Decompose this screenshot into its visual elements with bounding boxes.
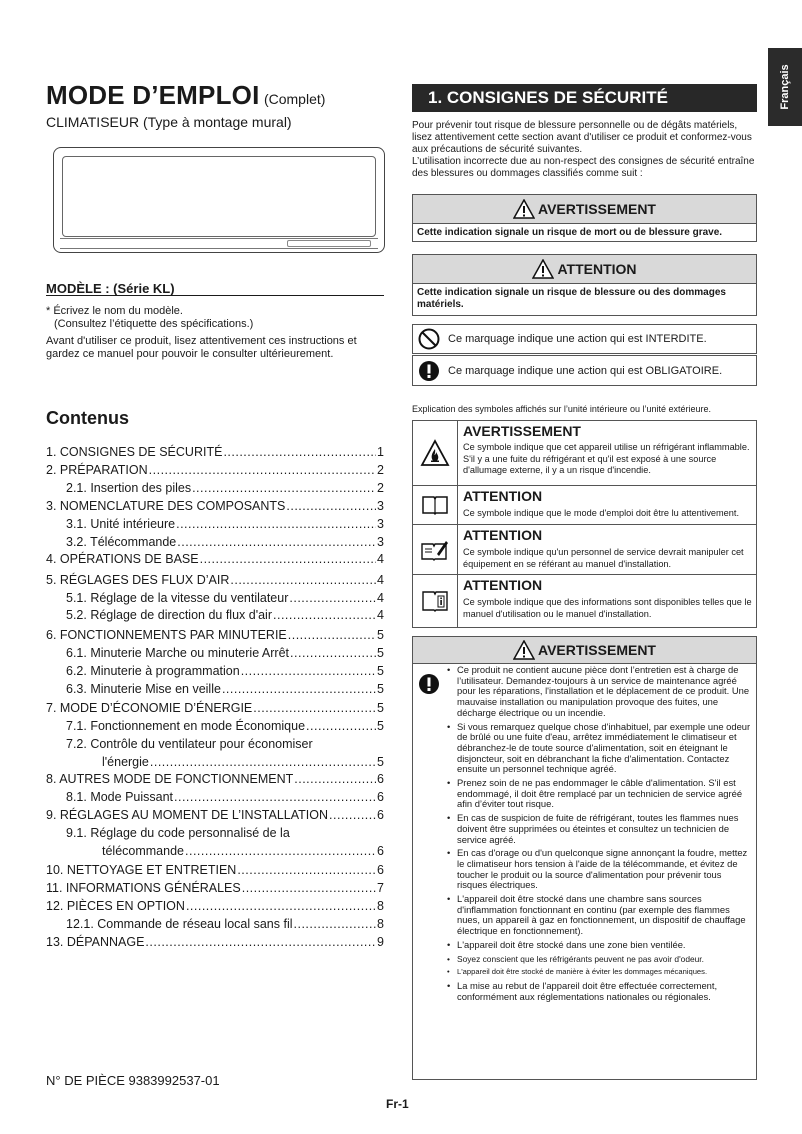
safety-intro-2: L’utilisation incorrecte due au non-respect des consignes de sécurité entraîne des blessures ou dommages classifiés comme suit : — [412, 156, 755, 179]
toc-item-label: l'énergie — [102, 755, 149, 769]
toc-item-page: 8 — [377, 899, 384, 913]
toc-dot-leader — [174, 790, 376, 804]
toc-item-label: 11. INFORMATIONS GÉNÉRALES — [46, 881, 241, 895]
model-note-line2: (Consultez l’étiquette des spécifications.) — [54, 318, 254, 330]
toc-dot-leader — [329, 808, 376, 822]
page-title — [46, 80, 325, 111]
toc-item-label: télécommande — [102, 844, 184, 858]
toc-item-page: 4 — [377, 573, 384, 587]
toc-dot-leader — [200, 552, 376, 566]
toc-item[interactable] — [102, 844, 384, 860]
toc-item-page: 1 — [377, 445, 384, 459]
model-note-line1: * Écrivez le nom du modèle. — [46, 305, 183, 317]
caution-box-header — [413, 255, 756, 284]
symbol-text: Ce symbole indique que cet appareil utilise un réfrigérant inflammable. S'il y a une fuite du réfrigérant et qu'il est exposé à une source d'allumage externe, il y a un risque d'incendie. — [463, 442, 750, 475]
warning-bullet: • L'appareil doit être stocké dans une chambre sans sources d'inflammation fonctionnant en continu (par exemple des flammes nues, un appareil à gaz en fonctionnement, un dispositif de chauffage électrique en fonctionnement). — [447, 894, 753, 937]
toc-dot-leader — [273, 608, 376, 622]
toc-item[interactable] — [66, 517, 384, 533]
symbol-text: Ce symbole indique qu'un personnel de service devrait manipuler cet équipement en se référant au manuel d'installation. — [463, 547, 744, 569]
toc-item-page: 5 — [377, 628, 384, 642]
mandatory-icon — [418, 360, 440, 382]
safety-intro-1: Pour prévenir tout risque de blessure personnelle ou de dégâts matériels, lisez attentivement cette section avant d'utiliser ce produit et conformez-vous aux précautions de sécurité suivantes. — [412, 120, 752, 155]
toc-item-label: 12.1. Commande de réseau local sans fil — [66, 917, 293, 931]
toc-item-label: 10. NETTOYAGE ET ENTRETIEN — [46, 863, 237, 877]
symbol-title: ATTENTION — [463, 527, 543, 543]
symbol-row-service — [413, 525, 756, 575]
title-main: MODE D’EMPLOI — [46, 80, 260, 110]
toc-dot-leader — [253, 701, 376, 715]
symbol-row-flammable — [413, 421, 756, 486]
air-conditioner-panel — [62, 156, 376, 237]
toc-item-label: 8. AUTRES MODE DE FONCTIONNEMENT — [46, 772, 294, 786]
toc-item[interactable] — [66, 646, 384, 662]
toc-item-label: 3.2. Télécommande — [66, 535, 177, 549]
toc-item-page: 9 — [377, 935, 384, 949]
toc-item-label: 5. RÉGLAGES DES FLUX D’AIR — [46, 573, 230, 587]
toc-item[interactable] — [66, 719, 384, 735]
toc-item-page: 6 — [377, 790, 384, 804]
toc-item-page: 2 — [377, 463, 384, 477]
toc-item-label: 5.1. Réglage de la vitesse du ventilateur — [66, 591, 289, 605]
symbol-text: Ce symbole indique que des informations sont disponibles telles que le manuel d'utilisation ou le manuel d'installation. — [463, 597, 752, 619]
toc-item-page: 6 — [377, 863, 384, 877]
model-note — [46, 305, 253, 331]
symbol-title: ATTENTION — [463, 488, 543, 504]
prohibited-text: Ce marquage indique une action qui est INTERDITE. — [448, 333, 707, 345]
caution-box — [412, 254, 757, 316]
toc-item[interactable] — [66, 608, 384, 624]
mandatory-icon — [418, 673, 440, 695]
toc-dot-leader — [192, 481, 376, 495]
symbol-icon-cell — [413, 575, 458, 627]
toc-item[interactable] — [66, 591, 384, 607]
toc-item-label: 4. OPÉRATIONS DE BASE — [46, 552, 199, 566]
service-manual-icon — [420, 538, 450, 562]
contents-title: Contenus — [46, 408, 129, 428]
toc-item[interactable] — [46, 573, 384, 589]
toc-item-label: 7.1. Fonctionnement en mode Économique — [66, 719, 306, 733]
warning-bullet: • En cas de suspicion de fuite de réfrigérant, toutes les flammes nues doivent être supprimées ou éteintes et consultez un technicien de service agréé. — [447, 813, 753, 845]
part-number: N° DE PIÈCE 9383992537-01 — [46, 1073, 220, 1088]
toc-item-page: 5 — [377, 701, 384, 715]
toc-item[interactable] — [66, 917, 384, 933]
air-conditioner-display — [287, 240, 371, 247]
toc-item[interactable] — [46, 808, 384, 824]
symbols-caption: Explication des symboles affichés sur l’unité intérieure ou l’unité extérieure. — [412, 404, 711, 414]
main-warning-header — [413, 637, 756, 664]
warning-bullet: • L'appareil doit être stocké dans une zone bien ventilée. — [447, 940, 753, 951]
toc-item[interactable] — [46, 935, 384, 951]
warning-bullet: • En cas d'orage ou d'un quelconque signe annonçant la foudre, mettez le climatiseur hors tension à l'aide de la télécommande, et évitez de toucher le produit ou la source d'alimentation pour prévenir tous risques électriques. — [447, 848, 753, 891]
toc-item[interactable] — [46, 463, 384, 479]
toc-dot-leader — [150, 755, 376, 769]
toc-item-label: 3.1. Unité intérieure — [66, 517, 176, 531]
warning-box-title: AVERTISSEMENT — [538, 201, 656, 217]
toc-item[interactable] — [46, 899, 384, 915]
warning-bullet: • Soyez conscient que les réfrigérants peuvent ne pas avoir d'odeur. — [447, 954, 753, 965]
toc-dot-leader — [177, 535, 376, 549]
symbol-icon-cell — [413, 525, 458, 574]
toc-item-page: 4 — [377, 608, 384, 622]
page-number: Fr-1 — [386, 1097, 409, 1111]
toc-dot-leader — [176, 517, 376, 531]
main-warning-title: AVERTISSEMENT — [538, 642, 656, 658]
toc-item-label: 7.2. Contrôle du ventilateur pour économiser — [66, 737, 313, 751]
toc-dot-leader — [185, 844, 376, 858]
caution-box-text: Cette indication signale un risque de blessure ou des dommages matériels. — [417, 287, 726, 310]
toc-dot-leader — [230, 573, 376, 587]
main-warning-box — [412, 636, 757, 1080]
toc-item-label: 9. RÉGLAGES AU MOMENT DE L’INSTALLATION — [46, 808, 329, 822]
toc-item[interactable] — [46, 628, 384, 644]
info-manual-icon — [421, 589, 449, 613]
toc-item[interactable] — [46, 552, 384, 568]
toc-item-page: 6 — [377, 844, 384, 858]
toc-item-page: 3 — [377, 499, 384, 513]
symbol-text: Ce symbole indique que le mode d'emploi doit être lu attentivement. — [463, 508, 740, 518]
toc-item-page: 4 — [377, 552, 384, 566]
toc-dot-leader — [288, 628, 376, 642]
toc-item-label: 1. CONSIGNES DE SÉCURITÉ — [46, 445, 223, 459]
toc-item-label: 6.1. Minuterie Marche ou minuterie Arrêt — [66, 646, 290, 660]
toc-dot-leader — [286, 499, 376, 513]
toc-item-label: 3. NOMENCLATURE DES COMPOSANTS — [46, 499, 286, 513]
toc-item[interactable] — [46, 881, 384, 897]
symbol-icon-cell — [413, 421, 458, 485]
toc-item[interactable] — [66, 481, 384, 497]
toc-dot-leader — [186, 899, 376, 913]
toc-item-page: 5 — [377, 755, 384, 769]
toc-item-label: 12. PIÈCES EN OPTION — [46, 899, 185, 913]
toc-item-page: 5 — [377, 682, 384, 696]
toc-item-label: 13. DÉPANNAGE — [46, 935, 145, 949]
toc-item-page: 7 — [377, 881, 384, 895]
prohibited-icon — [418, 328, 440, 350]
section-heading-text: 1. CONSIGNES DE SÉCURITÉ — [428, 88, 668, 107]
toc-dot-leader — [294, 772, 376, 786]
caution-box-title: ATTENTION — [557, 261, 637, 277]
toc-dot-leader — [294, 917, 377, 931]
symbol-icon-cell — [413, 486, 458, 524]
toc-item-page: 4 — [377, 591, 384, 605]
toc-item-page: 5 — [377, 719, 384, 733]
language-label: Français — [779, 64, 791, 110]
toc-item-page: 2 — [377, 481, 384, 495]
toc-item-page: 3 — [377, 517, 384, 531]
safety-intro — [412, 120, 757, 180]
toc-dot-leader — [290, 646, 376, 660]
language-tab — [768, 48, 802, 126]
toc-item-page: 8 — [377, 917, 384, 931]
subtitle: CLIMATISEUR (Type à montage mural) — [46, 114, 292, 130]
toc-dot-leader — [289, 591, 376, 605]
toc-item[interactable] — [66, 826, 384, 842]
toc-dot-leader — [149, 463, 376, 477]
toc-item-label: 7. MODE D’ÉCONOMIE D’ÉNERGIE — [46, 701, 253, 715]
toc-item-label: 6.2. Minuterie à programmation — [66, 664, 240, 678]
title-suffix: (Complet) — [263, 91, 326, 107]
symbol-title: AVERTISSEMENT — [463, 423, 581, 439]
toc-item[interactable] — [46, 701, 384, 717]
symbol-row-info — [413, 575, 756, 627]
toc-item[interactable] — [102, 755, 384, 771]
read-instructions-text: Avant d'utiliser ce produit, lisez attentivement ces instructions et gardez ce manuel pour pouvoir le consulter ultérieurement. — [46, 335, 357, 360]
symbol-title: ATTENTION — [463, 577, 543, 593]
toc-item[interactable] — [46, 772, 384, 788]
warning-box-header — [413, 195, 756, 224]
book-icon — [421, 494, 449, 516]
model-label: MODÈLE : (Série KL) — [46, 281, 175, 296]
toc-item-label: 2. PRÉPARATION — [46, 463, 148, 477]
toc-dot-leader — [306, 719, 376, 733]
symbols-table — [412, 420, 757, 628]
toc-item-page: 5 — [377, 664, 384, 678]
toc-dot-leader — [145, 935, 376, 949]
flammable-icon — [420, 439, 450, 467]
toc-item[interactable] — [66, 790, 384, 806]
toc-dot-leader — [237, 863, 376, 877]
toc-dot-leader — [223, 445, 376, 459]
mandatory-text: Ce marquage indique une action qui est OBLIGATOIRE. — [448, 364, 723, 377]
toc-item-page: 3 — [377, 535, 384, 549]
warning-bullet: • L'appareil doit être stocké de manière à éviter les dommages mécaniques. — [447, 967, 753, 978]
warning-bullet: • Prenez soin de ne pas endommager le câble d'alimentation. S'il est endommagé, il doit être remplacé par un technicien de service agréé afin d’éviter tout risque. — [447, 778, 753, 810]
warning-bullet: • La mise au rebut de l'appareil doit être effectuée correctement, conformément aux réglementations nationales ou régionales. — [447, 981, 753, 1002]
toc-item[interactable] — [66, 664, 384, 680]
warning-triangle-icon — [513, 199, 535, 219]
toc-item-page: 6 — [377, 772, 384, 786]
toc-item-page: 5 — [377, 646, 384, 660]
toc-item[interactable] — [46, 445, 384, 461]
toc-item-label: 2.1. Insertion des piles — [66, 481, 192, 495]
toc-item-page: 6 — [377, 808, 384, 822]
toc-item-label: 9.1. Réglage du code personnalisé de la — [66, 826, 290, 840]
toc-dot-leader — [242, 881, 376, 895]
toc-item-label: 6.3. Minuterie Mise en veille — [66, 682, 221, 696]
warning-bullet: • Si vous remarquez quelque chose d'inhabituel, par exemple une odeur de brûlé ou une fuite d'eau, arrêtez immédiatement le climatiseur et débranchez-le de toute source d'alimentation, soit en éteignant le disjoncteur, soit en débranchant la fiche d'alimentation. Contactez ensuite un personnel technique agréé. — [447, 722, 753, 776]
symbol-row-manual — [413, 486, 756, 525]
toc-item-label: 5.2. Réglage de direction du flux d'air — [66, 608, 272, 622]
toc-dot-leader — [222, 682, 376, 696]
toc-dot-leader — [241, 664, 376, 678]
model-write-line — [46, 295, 384, 296]
warning-bullet: • Ce produit ne contient aucune pièce dont l’entretien est à charge de l’utilisateur. Demandez-toujours à un service de maintenance agréé pour les réparations, l'installation et le déplacement de ce produit. Une mauvaise installation ou manipulation provoque des fuites, une décharge électrique ou un incendie. — [447, 665, 753, 719]
warning-triangle-icon — [513, 640, 535, 660]
mandatory-row — [412, 355, 757, 386]
warning-box-text: Cette indication signale un risque de mort ou de blessure grave. — [417, 227, 723, 238]
toc-item-label: 6. FONCTIONNEMENTS PAR MINUTERIE — [46, 628, 287, 642]
toc-item[interactable] — [66, 737, 384, 753]
toc-item[interactable] — [46, 863, 384, 879]
section-heading — [412, 84, 757, 112]
toc-item[interactable] — [46, 499, 384, 515]
warning-bullet-list — [447, 665, 753, 1005]
prohibited-row — [412, 324, 757, 354]
toc-item[interactable] — [66, 682, 384, 698]
toc-item-label: 8.1. Mode Puissant — [66, 790, 174, 804]
warning-box — [412, 194, 757, 242]
caution-triangle-icon — [532, 259, 554, 279]
toc-item[interactable] — [66, 535, 384, 551]
